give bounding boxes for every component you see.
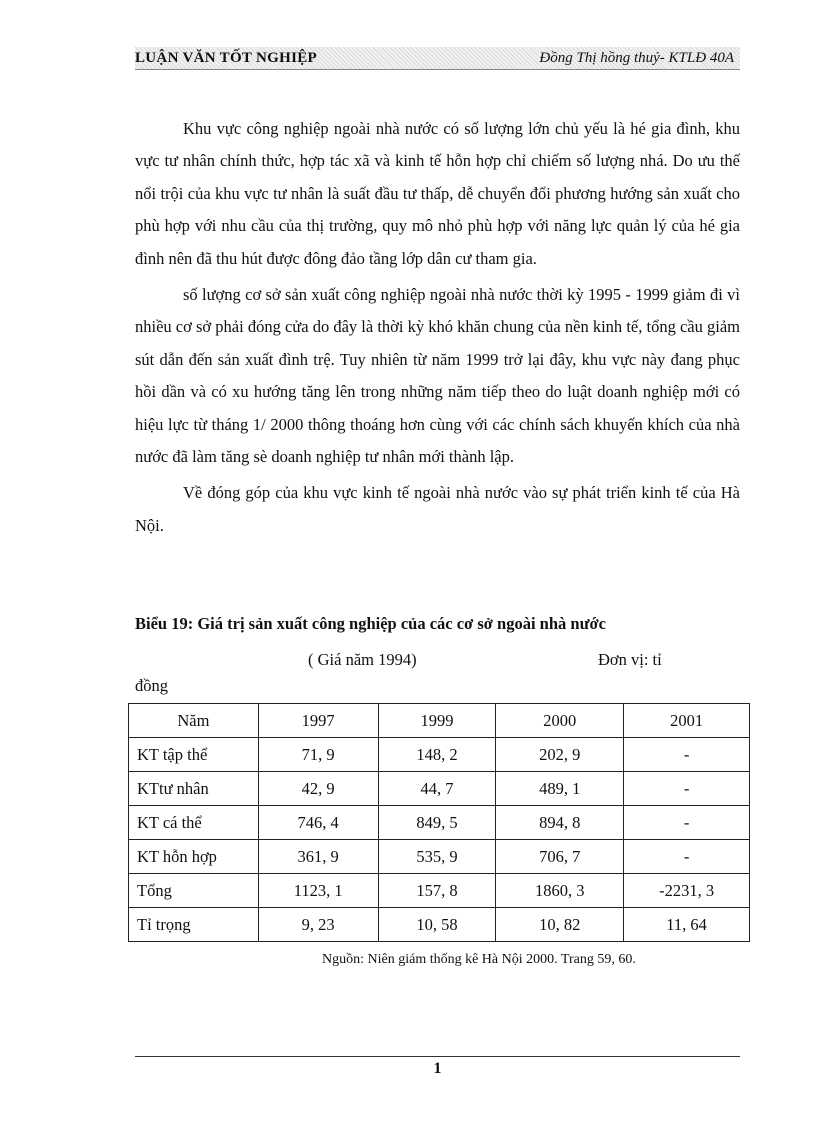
page-header [135, 47, 740, 70]
table-cell: 10, 58 [378, 908, 496, 942]
table-caption: Biểu 19: Giá trị sản xuất công nghiệp của các cơ sở ngoài nhà nước [135, 614, 606, 633]
table-row [129, 840, 750, 874]
unit-note: Đơn vị: tỉ [598, 650, 662, 669]
table-cell: 1860, 3 [496, 874, 624, 908]
table-cell: - [624, 772, 750, 806]
paragraph: Về đóng góp của khu vực kinh tế ngoài nhà nước vào sự phát triển kinh tế của Hà Nội. [135, 483, 740, 535]
table-header-cell: 2000 [496, 704, 624, 738]
table-row [129, 908, 750, 942]
table-source: Nguồn: Niên giám thống kê Hà Nội 2000. Trang 59, 60. [322, 952, 636, 967]
table-cell: - [624, 806, 750, 840]
table-cell: 202, 9 [496, 738, 624, 772]
row-label: Tổng [129, 874, 259, 908]
price-note: ( Giá năm 1994) [308, 650, 417, 669]
body-text [135, 113, 740, 546]
footer-divider [135, 1056, 740, 1057]
paragraph: Khu vực công nghiệp ngoài nhà nước có số lượng lớn chủ yếu là hé gia đình, khu vực tư nhân chính thức, hợp tác xã và kinh tế hỗn hợp chỉ chiếm số lượng nhá. Do ưu thế nổi trội của khu vực tư nhân là suất đầu tư thấp, dễ chuyển đổi phương hướng sản xuất cho phù hợp với nhu cầu của thị trường, quy mô nhỏ phù hợp với năng lực quản lý của hé gia đình nên đã thu hút được đông đảo tầng lớp dân cư tham gia. [135, 119, 740, 268]
page-number: 1 [433, 1060, 442, 1077]
row-label: KTtư nhân [129, 772, 259, 806]
row-label: KT cá thể [129, 806, 259, 840]
table-header-row [129, 704, 750, 738]
row-label: Tỉ trọng [129, 908, 259, 942]
row-label: KT tập thể [129, 738, 259, 772]
table-header-cell: Năm [129, 704, 259, 738]
table-cell: 9, 23 [258, 908, 378, 942]
table-cell: 148, 2 [378, 738, 496, 772]
table-cell: - [624, 840, 750, 874]
table-header-cell: 1997 [258, 704, 378, 738]
table-row [129, 874, 750, 908]
table-cell: 706, 7 [496, 840, 624, 874]
table-cell: 894, 8 [496, 806, 624, 840]
table-cell: 157, 8 [378, 874, 496, 908]
table-header-cell: 1999 [378, 704, 496, 738]
table-row [129, 806, 750, 840]
unit-note-continued: đồng [135, 676, 168, 695]
table-cell: 11, 64 [624, 908, 750, 942]
paragraph: số lượng cơ sở sản xuất công nghiệp ngoài nhà nước thời kỳ 1995 - 1999 giảm đi vì nhiều cơ sở phải đóng cửa do đây là thời kỳ khó khăn chung của nền kinh tế, tổng cầu giảm sút dẫn đến sản xuất đình trệ. Tuy nhiên từ năm 1999 trở lại đây, khu vực này đang phục hồi dần và có xu hướng tăng lên trong những năm tiếp theo do luật doanh nghiệp mới có hiệu lực từ tháng 1/ 2000 thông thoáng hơn cùng với các chính sách khuyến khích của nhà nước đã làm tăng sè doanh nghiệp tư nhân mới thành lập. [135, 285, 740, 467]
table-cell: 535, 9 [378, 840, 496, 874]
table-cell: 42, 9 [258, 772, 378, 806]
header-thesis-title: LUẬN VĂN TỐT NGHIỆP [135, 49, 317, 66]
table-cell: - [624, 738, 750, 772]
table-cell: 44, 7 [378, 772, 496, 806]
table-row [129, 738, 750, 772]
header-author: Đồng Thị hồng thuỷ- KTLĐ 40A [539, 49, 734, 66]
table-cell: 489, 1 [496, 772, 624, 806]
data-table [128, 703, 750, 942]
table-cell: 71, 9 [258, 738, 378, 772]
table-cell: 10, 82 [496, 908, 624, 942]
table-cell: 746, 4 [258, 806, 378, 840]
table-header-cell: 2001 [624, 704, 750, 738]
table-cell: 1123, 1 [258, 874, 378, 908]
table-cell: 849, 5 [378, 806, 496, 840]
row-label: KT hỗn hợp [129, 840, 259, 874]
table-row [129, 772, 750, 806]
table-cell: -2231, 3 [624, 874, 750, 908]
table-cell: 361, 9 [258, 840, 378, 874]
